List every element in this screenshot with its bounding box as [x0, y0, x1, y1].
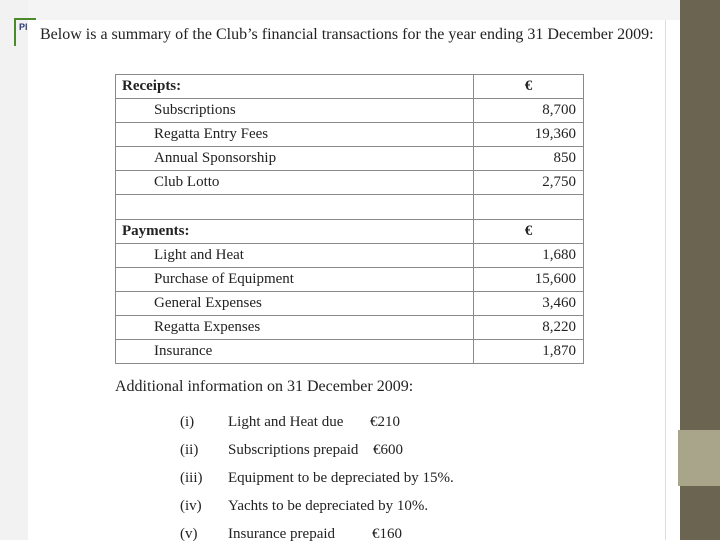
blank-cell [474, 195, 584, 220]
row-label: Subscriptions [116, 99, 474, 123]
row-amount: 8,700 [474, 99, 584, 123]
intro-text: Below is a summary of the Club’s financial transactions for the year ending 31 December 2009: [40, 26, 654, 43]
row-amount: 8,220 [474, 316, 584, 340]
row-amount: 850 [474, 147, 584, 171]
table-row [116, 171, 584, 195]
note-text: Insurance prepaid [228, 526, 336, 542]
slide-edge-line [665, 20, 666, 540]
note-amount: €600 [373, 442, 403, 458]
row-amount: 15,600 [474, 268, 584, 292]
slide-side-bar-accent [678, 430, 720, 486]
row-amount: 19,360 [474, 123, 584, 147]
note-number: (iv) [180, 498, 202, 514]
table-row [116, 244, 584, 268]
note-text: Equipment to be depreciated by 15%. [228, 470, 454, 486]
row-label: Regatta Entry Fees [116, 123, 474, 147]
note-text: Yachts to be depreciated by 10%. [228, 498, 429, 514]
note-amount: €160 [372, 526, 402, 542]
table-row [116, 123, 584, 147]
row-label: Light and Heat [116, 244, 474, 268]
note-amount: €210 [370, 414, 400, 430]
row-label: Insurance [116, 340, 474, 364]
row-label: Club Lotto [116, 171, 474, 195]
receipts-currency: € [474, 75, 584, 99]
table-row [116, 99, 584, 123]
slide-left-strip [0, 0, 28, 540]
table-row [116, 268, 584, 292]
payments-currency: € [474, 220, 584, 244]
row-label: General Expenses [116, 292, 474, 316]
payments-header-row [116, 220, 584, 244]
table-row [116, 316, 584, 340]
table-row [116, 147, 584, 171]
transactions-table [115, 74, 584, 364]
receipts-header-row [116, 75, 584, 99]
table-row [116, 340, 584, 364]
row-label: Purchase of Equipment [116, 268, 474, 292]
table-row [116, 292, 584, 316]
note-text: Light and Heat due [228, 414, 344, 430]
corner-logo: Pl [14, 18, 36, 46]
row-label: Annual Sponsorship [116, 147, 474, 171]
note-text: Subscriptions prepaid [228, 442, 359, 458]
blank-cell [116, 195, 474, 220]
row-amount: 2,750 [474, 171, 584, 195]
payments-heading: Payments: [116, 220, 474, 244]
receipts-heading: Receipts: [116, 75, 474, 99]
note-number: (ii) [180, 442, 199, 458]
row-amount: 1,680 [474, 244, 584, 268]
slide-top-strip [0, 0, 680, 20]
row-amount: 1,870 [474, 340, 584, 364]
note-number: (v) [180, 526, 198, 542]
blank-row [116, 195, 584, 220]
additional-info-heading: Additional information on 31 December 2009: [115, 378, 414, 395]
note-number: (iii) [180, 470, 203, 486]
row-amount: 3,460 [474, 292, 584, 316]
note-number: (i) [180, 414, 195, 430]
row-label: Regatta Expenses [116, 316, 474, 340]
